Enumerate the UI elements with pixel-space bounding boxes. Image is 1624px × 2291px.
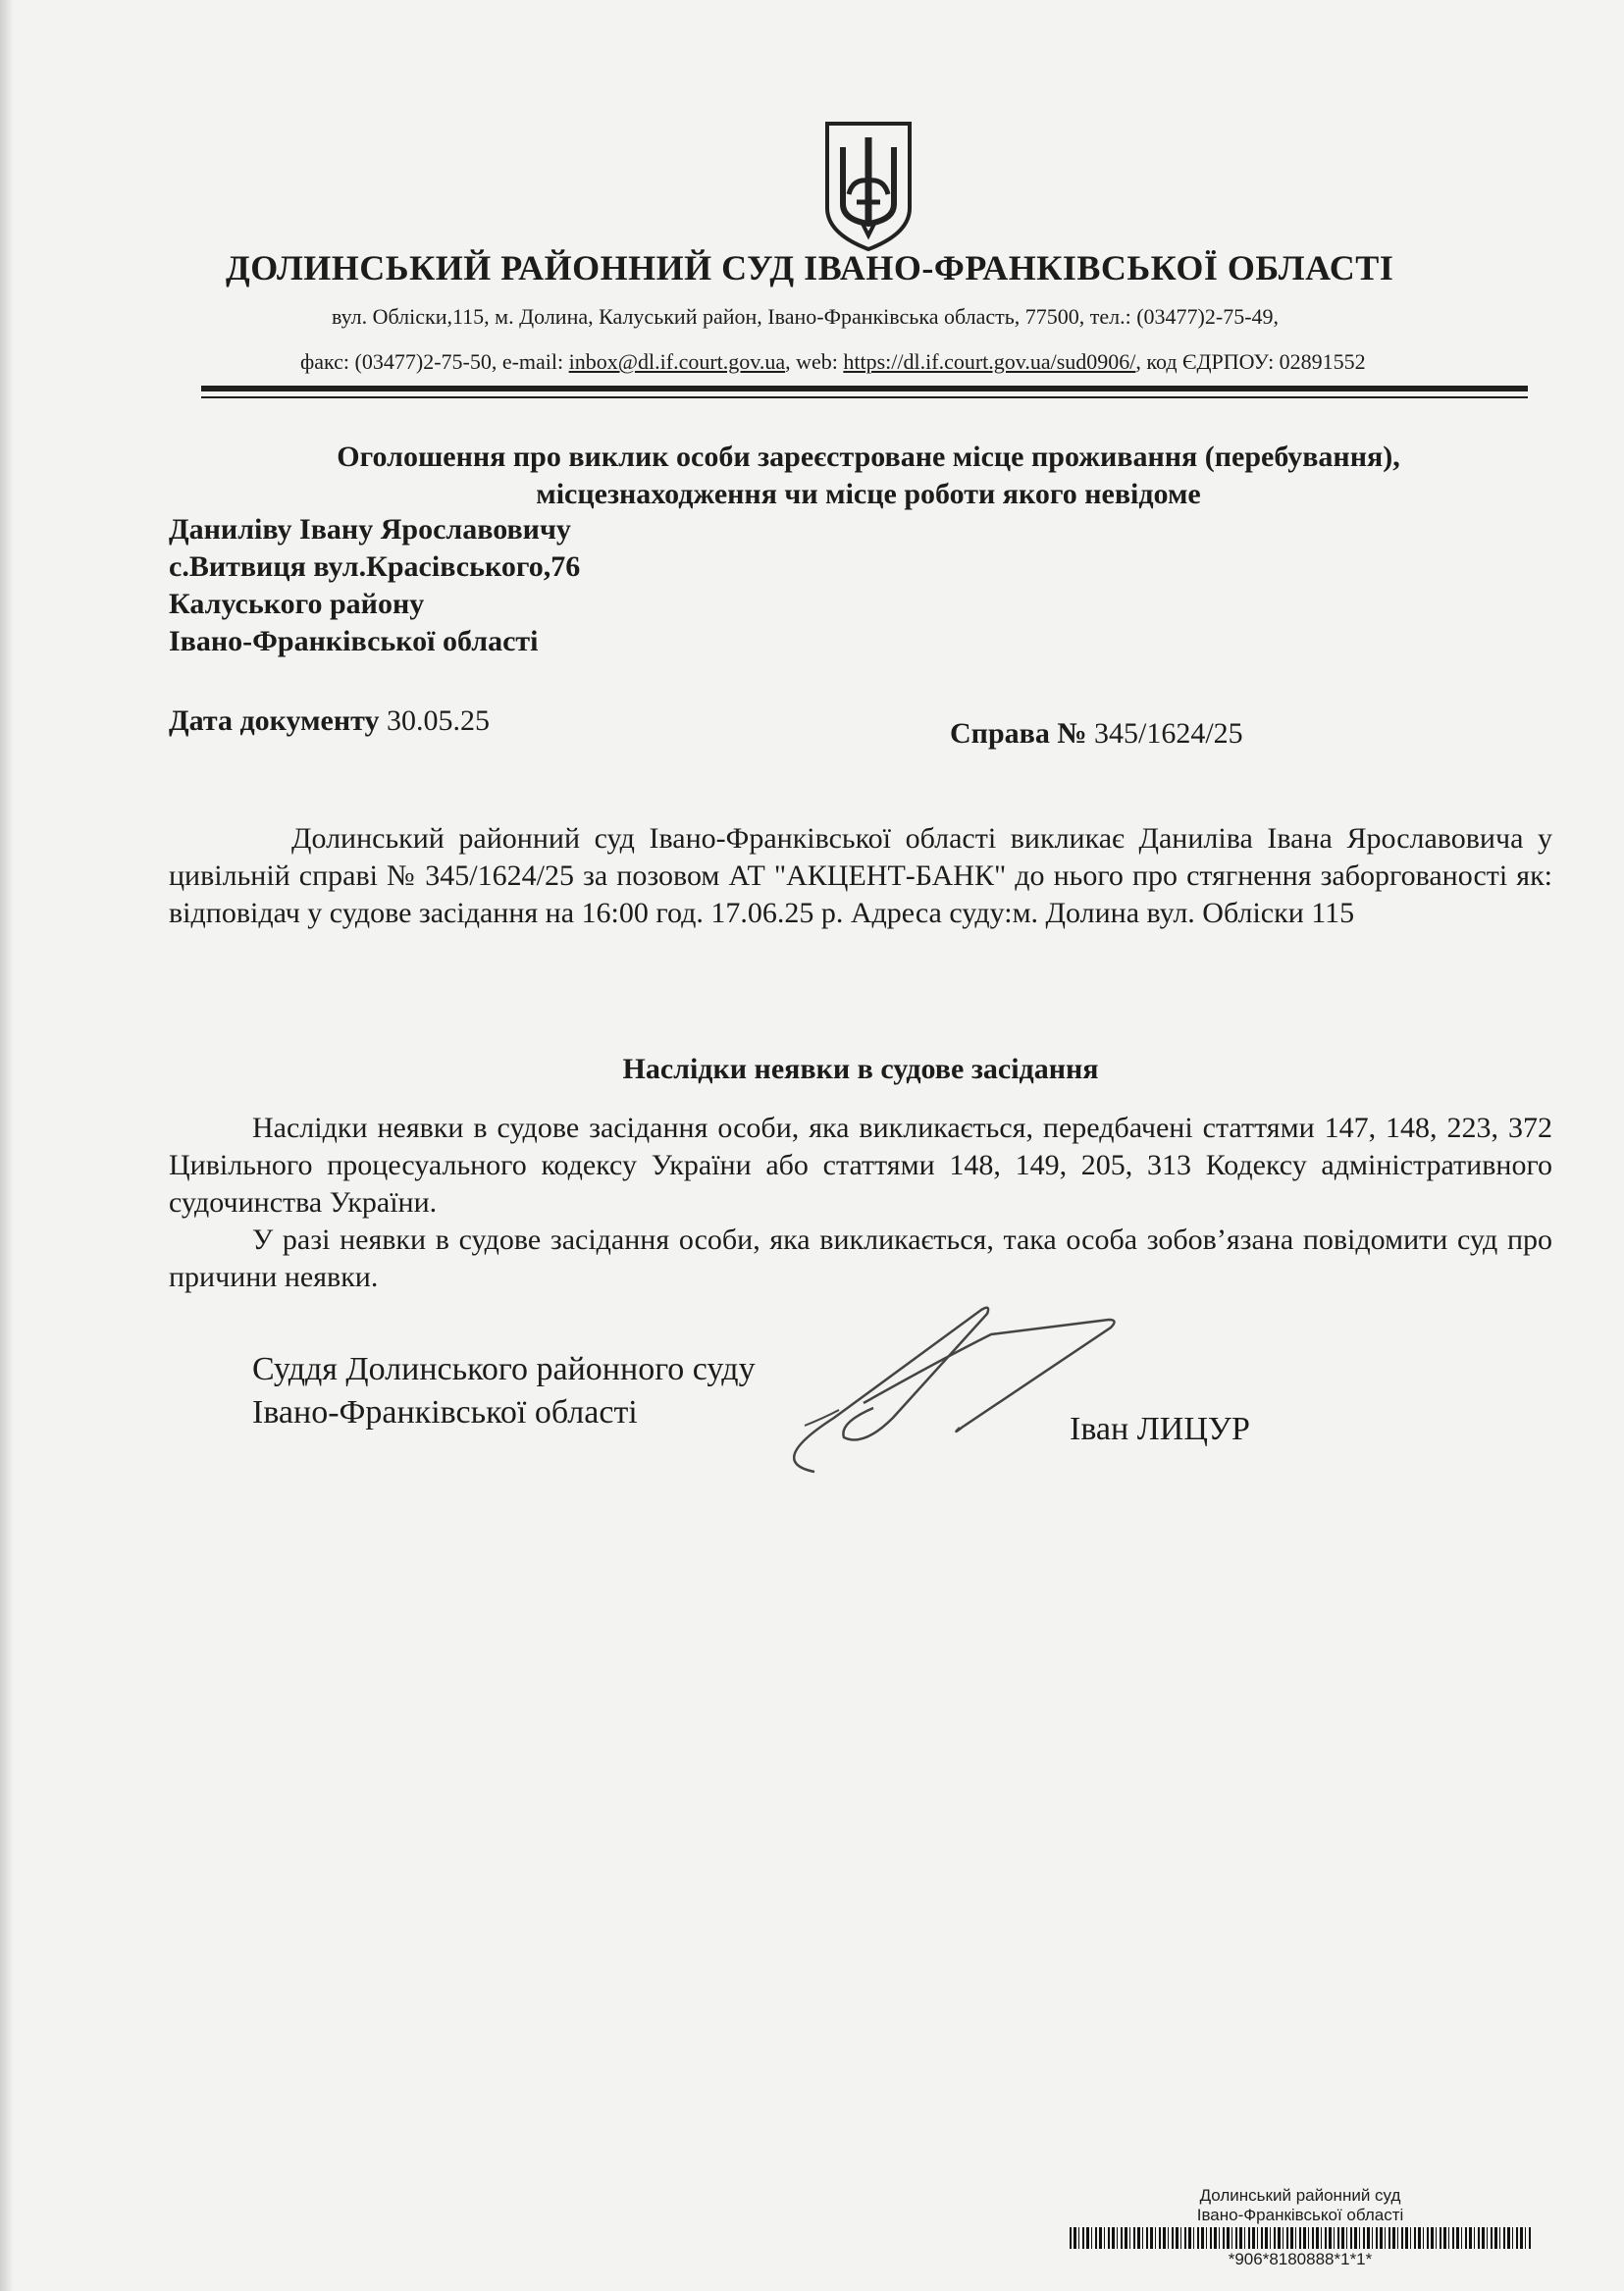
stamp-court-line-1: Долинський районний суд [1199,2186,1401,2205]
court-contacts [300,349,1366,375]
consequences-paragraph-1: Наслідки неявки в судове засідання особи, яка викликається, передбачені статтями 147, 148, 223, 372 Цивільного процесуального кодексу України або статтями 148, 149, 205, 313 Кодексу адміністративного судочинства України. [169,1112,1552,1219]
consequences-text [169,1110,1552,1296]
consequences-paragraph-2: У разі неявки в судове засідання особи, яка викликається, така особа зобов’язана повідомити суд про причини неявки. [169,1224,1552,1293]
barcode-stamp [1070,2186,1531,2269]
judge-name: Іван ЛИЦУР [1070,1411,1250,1447]
notice-title-line-2: місцезнаходження чи місце роботи якого невідоме [536,478,1201,510]
summons-paragraph [169,820,1552,932]
judge-title-line-2: Івано-Франківської області [252,1394,638,1431]
court-address: вул. Обліски,115, м. Долина, Калуський район, Івано-Франківська область, 77500, тел.: (03477)2-75-49, [332,304,1280,329]
web-prefix: , web: [785,349,844,374]
document-date-value: 30.05.25 [379,704,490,737]
court-name: ДОЛИНСЬКИЙ РАЙОННИЙ СУД ІВАНО-ФРАНКІВСЬКОЇ ОБЛАСТІ [226,248,1394,287]
summons-text: Долинський районний суд Івано-Франківської області викликає Даниліва Івана Ярославовича у цивільній справі № 345/1624/25 за позовом АТ "АКЦЕНТ-БАНК" до нього про стягнення заборгованості як: відповідач у судове засідання на 16:00 год. 17.06.25 р. Адреса суду:м. Долина вул. Обліски 115 [169,822,1552,929]
addressee-district: Калуського району [169,588,425,620]
stamp-court-line-2: Івано-Франківської області [1196,2206,1404,2224]
barcode-code: *906*8180888*1*1* [1228,2250,1373,2268]
consequences-heading: Наслідки неявки в судове засідання [622,1053,1099,1085]
notice-title-line-1: Оголошення про виклик особи зареєстроване місце проживання (перебування), [337,441,1400,473]
addressee-street: с.Витвиця вул.Красівського,76 [169,550,581,583]
case-number [950,717,1243,751]
header-divider-thick [201,386,1528,391]
case-number-label: Справа № [950,717,1087,750]
document-date-label: Дата документу [169,704,380,737]
addressee-block [169,511,580,660]
edrpou-code: , код ЄДРПОУ: 02891552 [1135,349,1366,374]
email-link[interactable]: inbox@dl.if.court.gov.ua [568,349,786,374]
web-link[interactable]: https://dl.if.court.gov.ua/sud0906/ [843,349,1136,374]
handwritten-signature [746,1300,1138,1477]
notice-title [177,439,1560,513]
document-date [169,704,490,738]
page-edge [0,0,14,2291]
fax-text: факс: (03477)2-75-50, e-mail: [300,349,569,374]
judge-title [252,1348,756,1434]
coat-of-arms-icon [819,118,917,255]
header-divider-thin [201,396,1528,398]
barcode-icon [1070,2227,1531,2249]
addressee-region: Івано-Франківської області [169,625,539,657]
judge-title-line-1: Суддя Долинського районного суду [252,1351,756,1387]
addressee-name: Даниліву Івану Ярославовичу [169,513,571,546]
case-number-value: 345/1624/25 [1086,717,1243,750]
